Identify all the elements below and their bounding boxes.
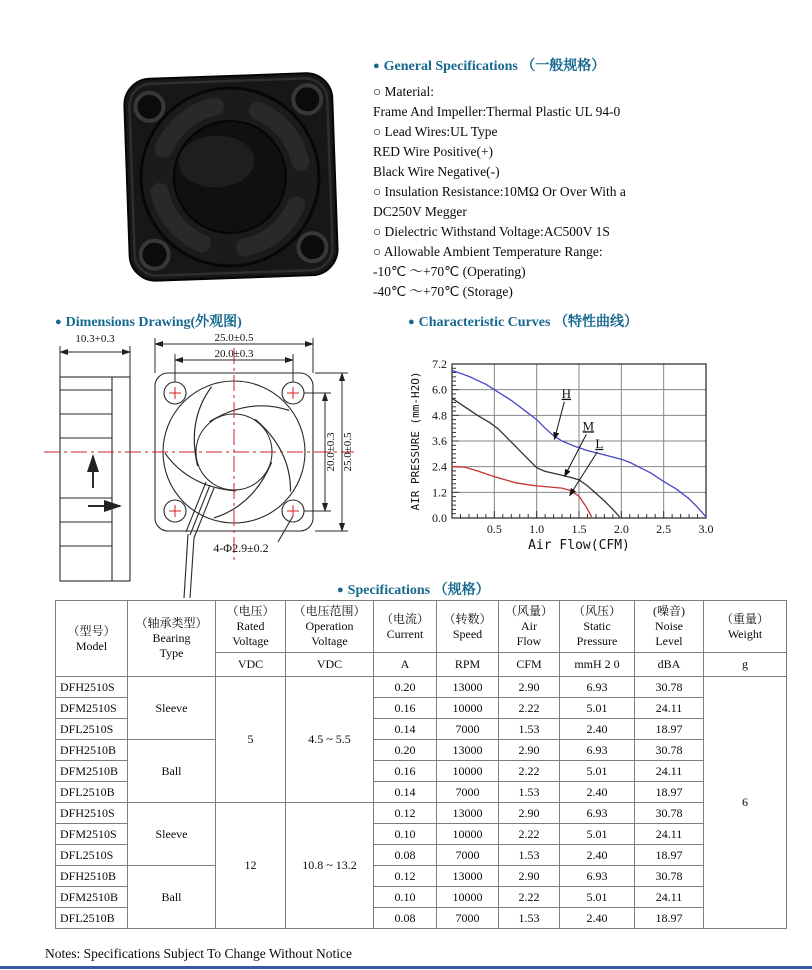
column-header-weight: （重量） Weight [704,601,787,653]
cell-model: DFH2510S [56,803,128,824]
column-header-noise: (噪音) Noise Level [635,601,704,653]
spec-table-section [55,600,786,929]
unit-noise: dBA [635,653,704,677]
svg-text:6.0: 6.0 [432,382,447,397]
cell-value: 0.16 [374,698,437,719]
cell-value: 2.22 [499,887,560,908]
table-row [56,740,787,761]
product-photo-fan [103,60,357,298]
column-header-rated: （电压） Rated Voltage [216,601,286,653]
dim-outer-height: 25.0±0.5 [342,432,354,472]
dim-side-width: 10.3+0.3 [75,333,115,345]
bullet-icon: ● [55,316,62,328]
cell-value: 0.08 [374,845,437,866]
general-specs-section [373,55,803,302]
cell-model: DFH2510B [56,740,128,761]
spec-line: Black Wire Negative(-) [373,164,500,179]
cell-rated: 12 [216,803,286,929]
cell-model: DFM2510B [56,761,128,782]
cell-value: 1.53 [499,719,560,740]
cell-value: 6.93 [560,866,635,887]
cell-value: 0.12 [374,866,437,887]
svg-text:7.2: 7.2 [432,357,447,371]
lead-wires [184,482,214,598]
cell-value: 0.12 [374,803,437,824]
unit-weight: g [704,653,787,677]
cell-value: 0.14 [374,782,437,803]
cell-model: DFM2510S [56,824,128,845]
cell-value: 7000 [437,845,499,866]
spec-table-title: ● Specifications （规格） [337,583,490,598]
svg-text:4.8: 4.8 [432,408,447,423]
dim-hole-pitch-height: 20.0±0.3 [325,432,337,472]
cell-value: 7000 [437,908,499,929]
cell-value: 13000 [437,803,499,824]
chart-plot-area [432,357,714,536]
y-axis-label: AIR PRESSURE (mm-H2O) [409,371,422,511]
cell-value: 2.40 [560,719,635,740]
column-header-op: （电压范围） Operation Voltage [286,601,374,653]
spec-line: -10℃ ～+70℃ (Operating) [373,264,526,279]
table-row [56,803,787,824]
spec-line: Frame And Impeller:Thermal Plastic UL 94-0 [373,104,621,119]
cell-bearing: Ball [128,866,216,929]
cell-value: 30.78 [635,677,704,698]
cell-value: 2.22 [499,698,560,719]
svg-text:2.4: 2.4 [432,459,447,474]
cell-value: 2.40 [560,845,635,866]
cell-bearing: Sleeve [128,677,216,740]
general-specs-title: ● General Specifications （一般规格） [373,59,606,74]
svg-text:3.0: 3.0 [698,522,714,536]
cell-rated: 5 [216,677,286,803]
cell-value: 2.40 [560,908,635,929]
cell-value: 10000 [437,761,499,782]
unit-op: VDC [286,653,374,677]
cell-value: 0.10 [374,887,437,908]
spec-line: RED Wire Positive(+) [373,144,494,159]
cell-value: 24.11 [635,698,704,719]
cell-weight: 6 [704,677,787,929]
cell-model: DFM2510S [56,698,128,719]
cell-model: DFL2510S [56,719,128,740]
curves-title: ● Characteristic Curves （特性曲线） [408,315,638,330]
cell-model: DFM2510B [56,887,128,908]
cell-value: 2.40 [560,782,635,803]
column-header-bearing: （轴承类型） Bearing Type [128,601,216,677]
cell-value: 18.97 [635,845,704,866]
cell-bearing: Ball [128,740,216,803]
centerlines [44,348,354,562]
column-header-current: （电流） Current [374,601,437,653]
cell-value: 18.97 [635,908,704,929]
cell-value: 5.01 [560,824,635,845]
cell-value: 0.20 [374,677,437,698]
cell-value: 24.11 [635,824,704,845]
spec-table [55,600,787,929]
spec-line: ○ Allowable Ambient Temperature Range: [373,244,603,259]
cell-value: 1.53 [499,908,560,929]
cell-value: 2.90 [499,803,560,824]
spec-line: DC250V Megger [373,204,467,219]
column-header-airflow: （风量） Air Flow [499,601,560,653]
bullet-icon: ● [373,60,380,72]
svg-text:2.5: 2.5 [656,522,672,536]
cell-value: 13000 [437,677,499,698]
cell-value: 18.97 [635,719,704,740]
cell-model: DFL2510B [56,782,128,803]
svg-text:M: M [582,418,595,434]
dimensions-title: ● Dimensions Drawing(外观图) [55,315,242,330]
cell-value: 2.22 [499,824,560,845]
cell-value: 2.90 [499,866,560,887]
cell-value: 10000 [437,824,499,845]
cell-value: 30.78 [635,803,704,824]
cell-value: 0.10 [374,824,437,845]
svg-text:3.6: 3.6 [432,434,447,448]
notes-line: Notes: Specifications Subject To Change Without Notice [45,946,352,961]
bullet-icon: ● [337,584,344,596]
cell-model: DFH2510B [56,866,128,887]
cell-value: 13000 [437,866,499,887]
cell-bearing: Sleeve [128,803,216,866]
svg-text:1.5: 1.5 [571,522,587,536]
cell-value: 2.90 [499,677,560,698]
cell-value: 1.53 [499,782,560,803]
cell-value: 13000 [437,740,499,761]
cell-value: 24.11 [635,887,704,908]
cell-value: 6.93 [560,803,635,824]
svg-text:1.2: 1.2 [432,485,447,500]
table-row [56,677,787,698]
column-header-speed: （转数） Speed [437,601,499,653]
spec-line: -40℃ ～+70℃ (Storage) [373,284,513,299]
cell-value: 0.20 [374,740,437,761]
cell-model: DFH2510S [56,677,128,698]
cell-value: 0.08 [374,908,437,929]
cell-value: 24.11 [635,761,704,782]
svg-text:1.0: 1.0 [529,522,545,536]
bottom-rule [0,966,812,969]
cell-value: 10000 [437,698,499,719]
unit-airflow: CFM [499,653,560,677]
cell-value: 7000 [437,782,499,803]
cell-value: 18.97 [635,782,704,803]
cell-value: 7000 [437,719,499,740]
cell-op: 10.8 ~ 13.2 [286,803,374,929]
svg-text:0.5: 0.5 [486,522,502,536]
bullet-icon: ● [408,316,415,328]
svg-text:L: L [595,435,604,451]
cell-value: 6.93 [560,740,635,761]
x-axis-label: Air Flow(CFM) [528,538,630,553]
svg-text:0.0: 0.0 [432,511,447,525]
cell-value: 0.14 [374,719,437,740]
cell-value: 1.53 [499,845,560,866]
cell-value: 30.78 [635,866,704,887]
unit-speed: RPM [437,653,499,677]
table-row [56,866,787,887]
cell-value: 0.16 [374,761,437,782]
column-header-model: （型号） Model [56,601,128,677]
cell-value: 10000 [437,887,499,908]
spec-line: ○ Material: [373,84,435,99]
unit-current: A [374,653,437,677]
characteristic-curves-chart [405,348,805,563]
column-header-pressure: （风压） Static Pressure [560,601,635,653]
cell-value: 5.01 [560,761,635,782]
cell-value: 2.22 [499,761,560,782]
cell-model: DFL2510S [56,845,128,866]
dimensions-drawing [38,330,390,602]
spec-line: ○ Lead Wires:UL Type [373,124,498,139]
cell-value: 30.78 [635,740,704,761]
dim-hole-pitch-width: 20.0±0.3 [214,348,254,360]
svg-text:H: H [561,385,571,401]
cell-value: 5.01 [560,887,635,908]
cell-value: 2.90 [499,740,560,761]
cell-model: DFL2510B [56,908,128,929]
dim-outer-width: 25.0±0.5 [214,332,254,344]
dim-holes-callout: 4-Φ2.9±0.2 [213,541,269,555]
cell-value: 6.93 [560,677,635,698]
unit-rated: VDC [216,653,286,677]
general-spec-lines [373,82,803,302]
spec-line: ○ Dielectric Withstand Voltage:AC500V 1S [373,224,610,239]
cell-op: 4.5 ~ 5.5 [286,677,374,803]
cell-value: 5.01 [560,698,635,719]
spec-line: ○ Insulation Resistance:10MΩ Or Over With a [373,184,626,199]
unit-pressure: mmH 2 0 [560,653,635,677]
svg-text:2.0: 2.0 [613,522,629,536]
